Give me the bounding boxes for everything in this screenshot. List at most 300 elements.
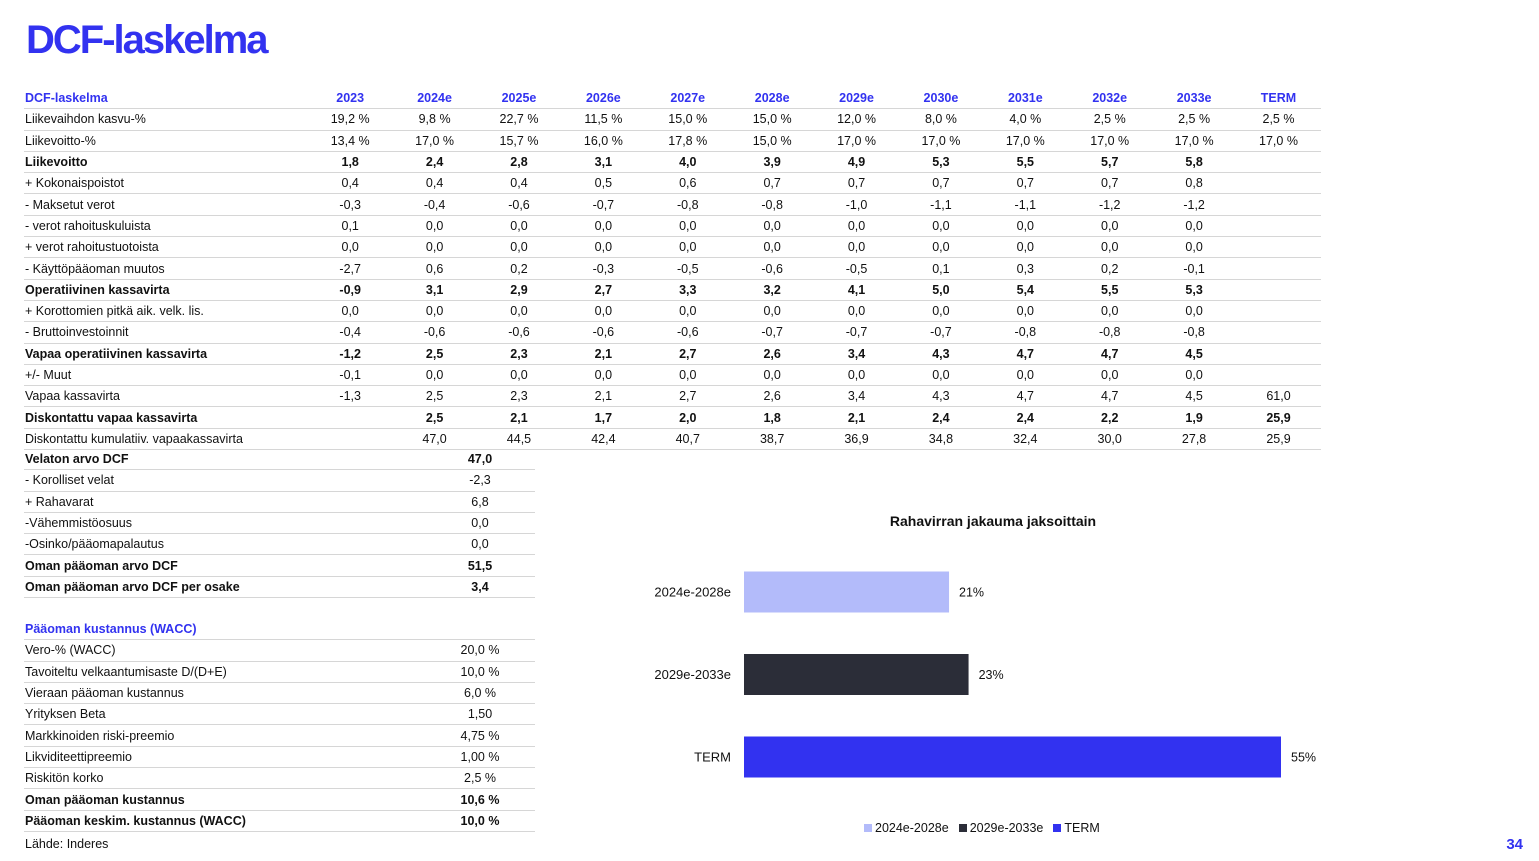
row-label: + verot rahoitustuotoista (24, 237, 308, 258)
dcf-header-year: 2029e (814, 88, 898, 109)
row-value: 4,7 (983, 343, 1067, 364)
row-value: 2,2 (1068, 407, 1152, 428)
dcf-header-year: 2031e (983, 88, 1067, 109)
row-value: -0,5 (646, 258, 730, 279)
row-value: 5,5 (983, 151, 1067, 172)
row-value: 0,0 (983, 364, 1067, 385)
legend-swatch (864, 824, 872, 832)
row-value: 0,7 (983, 173, 1067, 194)
row-value: -0,6 (477, 322, 561, 343)
row-value: 1,7 (561, 407, 645, 428)
row-value: -1,1 (983, 194, 1067, 215)
table-row (24, 194, 1321, 215)
cash-flow-distribution-chart (600, 500, 1420, 820)
row-value: 3,3 (646, 279, 730, 300)
row-value: 0,6 (646, 173, 730, 194)
row-value: 0,0 (730, 237, 814, 258)
table-row (24, 109, 1321, 130)
page-number: 34 (1506, 836, 1523, 853)
row-value: 40,7 (646, 428, 730, 449)
row-value: 0,0 (1068, 300, 1152, 321)
row-value: 0,0 (392, 300, 476, 321)
row-value: -0,1 (308, 364, 392, 385)
dcf-header-year: 2030e (899, 88, 983, 109)
row-value: 3,1 (561, 151, 645, 172)
row-value (308, 428, 392, 449)
row-value: -2,3 (425, 470, 535, 491)
row-value: 0,0 (477, 364, 561, 385)
row-label: Markkinoiden riski-preemio (24, 725, 425, 746)
row-value: 15,0 % (730, 130, 814, 151)
chart-title: Rahavirran jakauma jaksoittain (889, 513, 1097, 529)
table-row (24, 470, 535, 491)
row-value: 15,0 % (730, 109, 814, 130)
data-label: 55% (1291, 750, 1317, 765)
legend-swatch (1053, 824, 1061, 832)
row-label: Oman pääoman arvo DCF (24, 555, 425, 576)
row-value: 0,0 (477, 300, 561, 321)
table-row (24, 215, 1321, 236)
row-value: 2,1 (477, 407, 561, 428)
table-row (24, 258, 1321, 279)
source-note: Lähde: Inderes (25, 837, 109, 851)
row-value: -0,7 (814, 322, 898, 343)
row-value: 6,0 % (425, 682, 535, 703)
row-label: Diskontattu vapaa kassavirta (24, 407, 308, 428)
row-value: -1,2 (1152, 194, 1236, 215)
row-value: 4,7 (1068, 386, 1152, 407)
row-value: 2,1 (814, 407, 898, 428)
row-value: 2,5 % (425, 768, 535, 789)
table-row (24, 746, 535, 767)
row-value: 51,5 (425, 555, 535, 576)
row-value: 2,5 (392, 407, 476, 428)
row-value: 3,4 (425, 576, 535, 597)
row-value: 0,7 (899, 173, 983, 194)
row-value: 0,0 (392, 237, 476, 258)
legend-label: 2024e-2028e (875, 821, 949, 835)
category-label: TERM (694, 749, 731, 765)
row-value: 15,0 % (646, 109, 730, 130)
row-value (1236, 151, 1320, 172)
row-value: 0,0 (1152, 364, 1236, 385)
row-value: 16,0 % (561, 130, 645, 151)
row-value: 2,4 (392, 151, 476, 172)
row-value: 0,0 (477, 215, 561, 236)
row-value: 0,0 (1152, 237, 1236, 258)
row-value: 2,1 (561, 343, 645, 364)
row-value: 0,0 (983, 215, 1067, 236)
row-value: 4,7 (983, 386, 1067, 407)
row-value: -0,6 (392, 322, 476, 343)
row-value: 3,2 (730, 279, 814, 300)
row-value: 2,5 % (1152, 109, 1236, 130)
row-value: 4,5 (1152, 343, 1236, 364)
row-value: 0,0 (814, 364, 898, 385)
legend-item (1053, 821, 1099, 835)
dcf-header-label: DCF-laskelma (24, 88, 308, 109)
row-value: 2,9 (477, 279, 561, 300)
row-value: 17,0 % (983, 130, 1067, 151)
row-value: 0,0 (561, 237, 645, 258)
row-value: 34,8 (899, 428, 983, 449)
row-value: 0,0 (392, 215, 476, 236)
row-value: 17,8 % (646, 130, 730, 151)
row-value: 0,0 (899, 237, 983, 258)
row-value: 0,0 (1068, 237, 1152, 258)
table-row (24, 491, 535, 512)
row-value (1236, 194, 1320, 215)
row-value: 4,3 (899, 386, 983, 407)
chart-legend (864, 821, 1100, 835)
table-row (24, 555, 535, 576)
row-value: 13,4 % (308, 130, 392, 151)
row-value: 0,0 (646, 237, 730, 258)
row-value: -0,4 (308, 322, 392, 343)
row-value: 6,8 (425, 491, 535, 512)
row-label: Pääoman keskim. kustannus (WACC) (24, 810, 425, 831)
legend-item (959, 821, 1044, 835)
row-value: 47,0 (392, 428, 476, 449)
row-label: Riskitön korko (24, 768, 425, 789)
page-title: DCF-laskelma (26, 18, 267, 62)
row-value: 17,0 % (1152, 130, 1236, 151)
table-row (24, 704, 535, 725)
row-value: 30,0 (1068, 428, 1152, 449)
row-label: Vapaa kassavirta (24, 386, 308, 407)
row-value: 38,7 (730, 428, 814, 449)
row-label: -Osinko/pääomapalautus (24, 534, 425, 555)
row-value: 0,0 (730, 215, 814, 236)
row-value: -0,8 (983, 322, 1067, 343)
row-value: 0,8 (1152, 173, 1236, 194)
row-value: 4,5 (1152, 386, 1236, 407)
row-value: 11,5 % (561, 109, 645, 130)
row-value: 2,1 (561, 386, 645, 407)
table-row (24, 640, 535, 661)
row-value: 10,0 % (425, 810, 535, 831)
row-value: -1,3 (308, 386, 392, 407)
row-value: 1,9 (1152, 407, 1236, 428)
row-value: 25,9 (1236, 407, 1320, 428)
row-label: Tavoiteltu velkaantumisaste D/(D+E) (24, 661, 425, 682)
row-value: 0,0 (646, 364, 730, 385)
row-value: -0,8 (646, 194, 730, 215)
row-value (1236, 322, 1320, 343)
row-value: 0,0 (308, 237, 392, 258)
row-value: 0,2 (1068, 258, 1152, 279)
row-label: Likviditeettipreemio (24, 746, 425, 767)
table-row (24, 449, 535, 470)
dcf-table (24, 88, 1321, 450)
row-label: Vapaa operatiivinen kassavirta (24, 343, 308, 364)
row-value (1236, 173, 1320, 194)
row-value: 0,0 (899, 300, 983, 321)
row-value (1236, 343, 1320, 364)
row-label: - verot rahoituskuluista (24, 215, 308, 236)
row-value: -2,7 (308, 258, 392, 279)
row-value: 0,0 (425, 534, 535, 555)
table-row (24, 661, 535, 682)
row-value: 3,4 (814, 343, 898, 364)
row-value: 0,1 (899, 258, 983, 279)
row-value: 1,8 (308, 151, 392, 172)
row-value: 2,7 (646, 343, 730, 364)
row-value: 4,3 (899, 343, 983, 364)
row-value: -0,4 (392, 194, 476, 215)
row-value: 5,4 (983, 279, 1067, 300)
row-value: 17,0 % (392, 130, 476, 151)
row-value: 2,5 % (1068, 109, 1152, 130)
row-value: 3,9 (730, 151, 814, 172)
bar-2024e-2028e (744, 572, 949, 613)
table-row (24, 682, 535, 703)
row-value: 0,0 (730, 300, 814, 321)
row-value: -0,6 (646, 322, 730, 343)
row-value: 0,3 (983, 258, 1067, 279)
row-value: 0,0 (814, 237, 898, 258)
row-value: -1,2 (308, 343, 392, 364)
row-value: 0,0 (730, 364, 814, 385)
row-label: + Rahavarat (24, 491, 425, 512)
row-value: 61,0 (1236, 386, 1320, 407)
row-value: 22,7 % (477, 109, 561, 130)
row-value: 0,4 (308, 173, 392, 194)
row-value: 0,0 (814, 300, 898, 321)
dcf-header-year: 2033e (1152, 88, 1236, 109)
row-value (308, 407, 392, 428)
bar-TERM (744, 737, 1281, 778)
row-value: 0,0 (477, 237, 561, 258)
row-value: -0,9 (308, 279, 392, 300)
table-row (24, 343, 1321, 364)
row-value: 10,0 % (425, 661, 535, 682)
row-value: 1,50 (425, 704, 535, 725)
dcf-header-year: 2026e (561, 88, 645, 109)
row-value: -0,7 (899, 322, 983, 343)
row-label: - Bruttoinvestoinnit (24, 322, 308, 343)
row-value: 2,7 (646, 386, 730, 407)
dcf-header-year: 2028e (730, 88, 814, 109)
row-value: 0,0 (425, 512, 535, 533)
table-row (24, 130, 1321, 151)
row-value: -0,1 (1152, 258, 1236, 279)
data-label: 21% (959, 585, 985, 600)
row-value: 5,5 (1068, 279, 1152, 300)
row-label: + Korottomien pitkä aik. velk. lis. (24, 300, 308, 321)
row-value: 0,0 (392, 364, 476, 385)
row-value: -1,1 (899, 194, 983, 215)
row-value: 0,6 (392, 258, 476, 279)
row-value: 0,0 (983, 237, 1067, 258)
legend-label: TERM (1064, 821, 1100, 835)
row-value: 2,5 (392, 343, 476, 364)
row-value: 36,9 (814, 428, 898, 449)
category-label: 2029e-2033e (654, 667, 731, 682)
row-value: 2,4 (983, 407, 1067, 428)
row-value: 0,0 (1152, 215, 1236, 236)
row-label: Liikevoitto-% (24, 130, 308, 151)
category-label: 2024e-2028e (654, 584, 731, 600)
row-value: 1,8 (730, 407, 814, 428)
row-value: -0,6 (477, 194, 561, 215)
wacc-header-blank (425, 619, 535, 640)
table-row (24, 364, 1321, 385)
wacc-table (24, 619, 535, 832)
dcf-header-row (24, 88, 1321, 109)
row-value (1236, 258, 1320, 279)
row-value: 0,4 (392, 173, 476, 194)
dcf-header-year: 2024e (392, 88, 476, 109)
row-value: -0,7 (730, 322, 814, 343)
row-value: 5,7 (1068, 151, 1152, 172)
row-value: -0,7 (561, 194, 645, 215)
dcf-header-year: TERM (1236, 88, 1320, 109)
row-label: - Maksetut verot (24, 194, 308, 215)
table-row (24, 512, 535, 533)
row-value: 0,0 (814, 215, 898, 236)
row-value: 0,4 (477, 173, 561, 194)
row-value: -0,6 (561, 322, 645, 343)
row-value: 0,0 (899, 364, 983, 385)
valuation-table (24, 449, 535, 598)
row-value: 32,4 (983, 428, 1067, 449)
table-row (24, 810, 535, 831)
row-value: 0,0 (1068, 215, 1152, 236)
row-value: 5,3 (899, 151, 983, 172)
row-value: 2,6 (730, 343, 814, 364)
row-value: 44,5 (477, 428, 561, 449)
dcf-header-year: 2027e (646, 88, 730, 109)
row-value: 10,6 % (425, 789, 535, 810)
row-value: 0,7 (814, 173, 898, 194)
table-row (24, 576, 535, 597)
row-value: 0,0 (646, 300, 730, 321)
row-value: 17,0 % (1068, 130, 1152, 151)
row-value (1236, 364, 1320, 385)
row-value: 4,9 (814, 151, 898, 172)
row-value: 5,0 (899, 279, 983, 300)
row-label: +/- Muut (24, 364, 308, 385)
legend-item (864, 821, 949, 835)
row-value: 17,0 % (1236, 130, 1320, 151)
row-value: 25,9 (1236, 428, 1320, 449)
dcf-header-year: 2023 (308, 88, 392, 109)
row-value: 2,5 % (1236, 109, 1320, 130)
row-value: 0,0 (561, 215, 645, 236)
row-value: 0,0 (1068, 364, 1152, 385)
row-value: 47,0 (425, 449, 535, 470)
table-row (24, 407, 1321, 428)
row-label: -Vähemmistöosuus (24, 512, 425, 533)
row-value: 19,2 % (308, 109, 392, 130)
row-value: 9,8 % (392, 109, 476, 130)
row-value: -1,2 (1068, 194, 1152, 215)
row-label: - Käyttöpääoman muutos (24, 258, 308, 279)
table-row (24, 237, 1321, 258)
row-label: Operatiivinen kassavirta (24, 279, 308, 300)
row-label: Oman pääoman kustannus (24, 789, 425, 810)
row-value: -0,3 (308, 194, 392, 215)
row-value: 0,7 (730, 173, 814, 194)
row-value: 17,0 % (899, 130, 983, 151)
row-value: -0,3 (561, 258, 645, 279)
row-value: 4,1 (814, 279, 898, 300)
row-label: Vieraan pääoman kustannus (24, 682, 425, 703)
row-value: 2,3 (477, 386, 561, 407)
row-value: 0,0 (308, 300, 392, 321)
table-row (24, 428, 1321, 449)
table-row (24, 322, 1321, 343)
legend-swatch (959, 824, 967, 832)
row-value: 0,2 (477, 258, 561, 279)
row-value: -0,8 (730, 194, 814, 215)
row-value: 2,0 (646, 407, 730, 428)
row-label: Velaton arvo DCF (24, 449, 425, 470)
row-value: 27,8 (1152, 428, 1236, 449)
row-value: 0,0 (983, 300, 1067, 321)
row-value: 0,1 (308, 215, 392, 236)
row-value: -0,6 (730, 258, 814, 279)
row-value (1236, 215, 1320, 236)
row-value: 0,0 (646, 215, 730, 236)
row-label: + Kokonaispoistot (24, 173, 308, 194)
table-row (24, 725, 535, 746)
row-value: 8,0 % (899, 109, 983, 130)
row-value: 15,7 % (477, 130, 561, 151)
table-row (24, 768, 535, 789)
row-value: 2,8 (477, 151, 561, 172)
row-value: -0,5 (814, 258, 898, 279)
row-value: 0,0 (561, 364, 645, 385)
row-label: - Korolliset velat (24, 470, 425, 491)
table-row (24, 534, 535, 555)
row-value: 2,7 (561, 279, 645, 300)
row-value: 5,8 (1152, 151, 1236, 172)
row-value (1236, 237, 1320, 258)
wacc-header-row (24, 619, 535, 640)
row-value: 0,0 (1152, 300, 1236, 321)
row-value: -0,8 (1068, 322, 1152, 343)
table-row (24, 279, 1321, 300)
table-row (24, 386, 1321, 407)
row-value: 0,0 (899, 215, 983, 236)
row-value: 1,00 % (425, 746, 535, 767)
row-value: -0,8 (1152, 322, 1236, 343)
table-row (24, 173, 1321, 194)
row-value: 0,5 (561, 173, 645, 194)
data-label: 23% (978, 668, 1004, 682)
row-value: 4,0 % (983, 109, 1067, 130)
table-row (24, 789, 535, 810)
row-value: 2,5 (392, 386, 476, 407)
legend-label: 2029e-2033e (969, 821, 1044, 835)
bar-2029e-2033e (744, 654, 969, 695)
wacc-header-label: Pääoman kustannus (WACC) (24, 619, 425, 640)
row-value: 0,0 (561, 300, 645, 321)
row-value: 4,7 (1068, 343, 1152, 364)
row-label: Liikevaihdon kasvu-% (24, 109, 308, 130)
row-value: 5,3 (1152, 279, 1236, 300)
table-row (24, 151, 1321, 172)
row-label: Vero-% (WACC) (24, 640, 425, 661)
row-value: 42,4 (561, 428, 645, 449)
row-value (1236, 300, 1320, 321)
row-value: 17,0 % (814, 130, 898, 151)
table-row (24, 300, 1321, 321)
row-value: 2,3 (477, 343, 561, 364)
row-value: 2,6 (730, 386, 814, 407)
